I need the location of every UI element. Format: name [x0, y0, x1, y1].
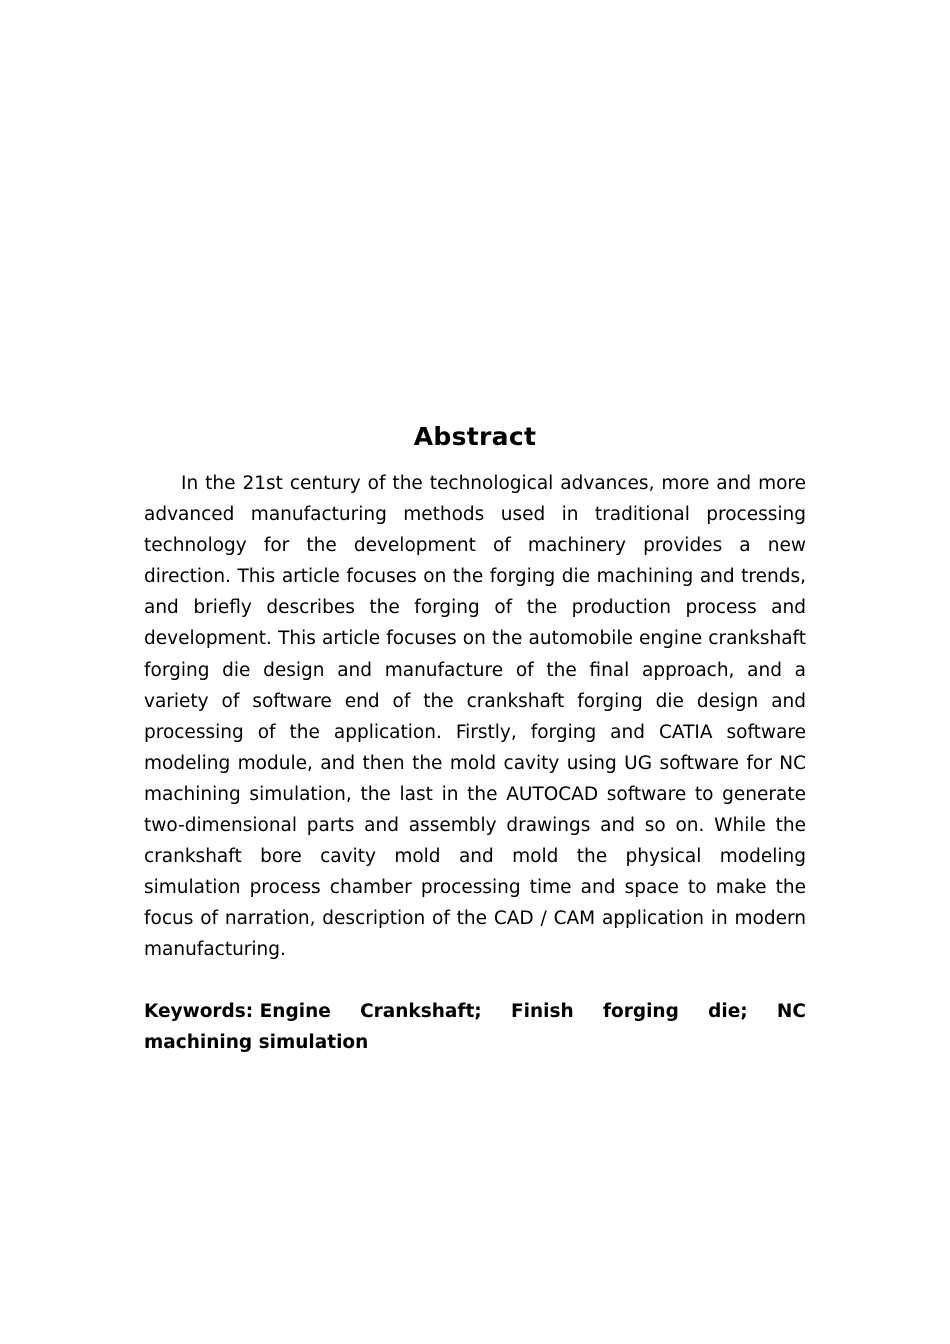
keywords-label: Keywords:: [144, 1000, 254, 1022]
abstract-page: [144, 420, 806, 1058]
page-title: Abstract: [413, 422, 537, 451]
abstract-body: In the 21st century of the technological advances, more and more advanced manufacturing methods used in traditional processing technology for the development of machinery provides a new direction. This article focuses on the forging die machining and trends, and briefly describes the forging of the production process and development. This article focuses on the automobile engine crankshaft forging die design and manufacture of the final approach, and a variety of software end of the crankshaft forging die design and processing of the application. Firstly, forging and CATIA software modeling module, and then the mold cavity using UG software for NC machining simulation, the last in the AUTOCAD software to generate two-dimensional parts and assembly drawings and so on. While the crankshaft bore cavity mold and mold the physical modeling simulation process chamber processing time and space to make the focus of narration, description of the CAD / CAM application in modern manufacturing.: [144, 473, 806, 961]
keywords-list: Engine Crankshaft; Finish forging die; NC machining simulation: [144, 1000, 806, 1053]
keywords-section: [144, 996, 806, 1058]
